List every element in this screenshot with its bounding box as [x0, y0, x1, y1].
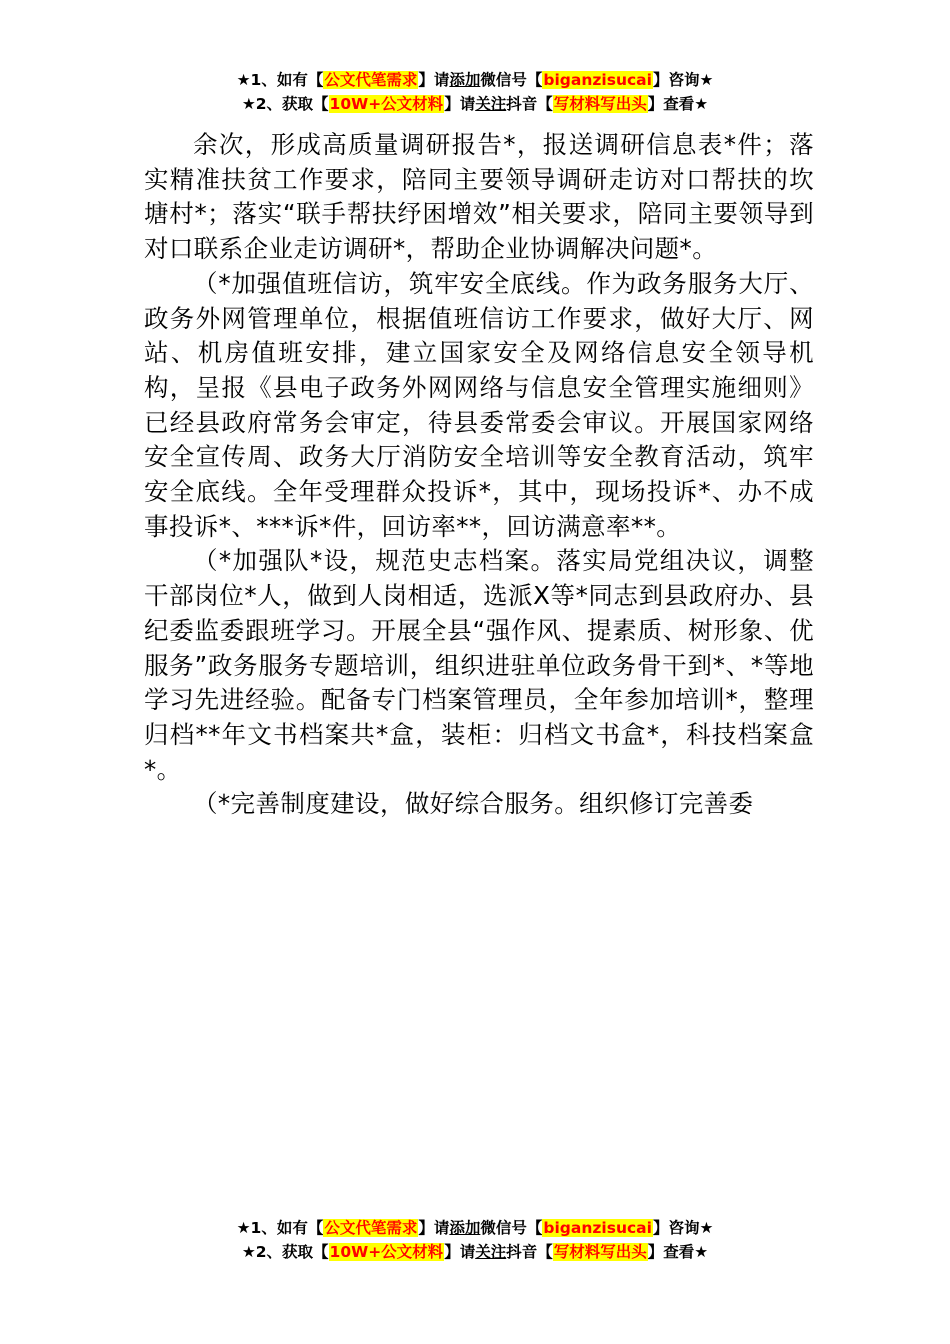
- header-banner: [0, 68, 950, 116]
- footer-line-1-text-a: ★1、如有【: [236, 1219, 324, 1237]
- header-line-1-text-c: 微信号【: [480, 71, 543, 89]
- header-line-1-text-a: ★1、如有【: [236, 71, 324, 89]
- footer-underline-follow: 关注: [475, 1243, 507, 1261]
- header-highlight-materials: 10W+公文材料: [329, 95, 444, 113]
- footer-banner: [0, 1216, 950, 1264]
- body-paragraph: （*加强队*设，规范史志档案。落实局党组决议，调整干部岗位*人，做到人岗相适，选派X等*同志到县政府办、县纪委监委跟班学习。开展全县“强作风、提素质、树形象、优服务”政务服务专题培训，组织进驻单位政务骨干到*、*等地学习先进经验。配备专门档案管理员，全年参加培训*，整理归档**年文书档案共*盒，装柜：归档文书盒*，科技档案盒*。: [144, 546, 814, 784]
- header-line-1: [0, 68, 950, 92]
- footer-line-2-text-d: 】查看★: [647, 1243, 709, 1261]
- header-highlight-ghostwriting: 公文代笔需求: [324, 71, 418, 89]
- header-highlight-wechat-id: biganzisucai: [543, 71, 652, 89]
- header-highlight-douyin: 写材料写出头: [553, 95, 647, 113]
- footer-highlight-ghostwriting: 公文代笔需求: [324, 1219, 418, 1237]
- footer-line-1-text-c: 微信号【: [480, 1219, 543, 1237]
- header-underline-add: 添加: [449, 71, 481, 89]
- body-paragraph: （*加强值班信访，筑牢安全底线。作为政务服务大厅、政务外网管理单位，根据值班信访工作要求，做好大厅、网站、机房值班安排，建立国家安全及网络信息安全领导机构，呈报《县电子政务外网网络与信息安全管理实施细则》已经县政府常务会审定，待县委常委会审议。开展国家网络安全宣传周、政务大厅消防安全培训等安全教育活动，筑牢安全底线。全年受理群众投诉*，其中，现场投诉*、办不成事投诉*、***诉*件，回访率**，回访满意率**。: [144, 268, 814, 541]
- footer-line-1: [0, 1216, 950, 1240]
- header-line-1-text-d: 】咨询★: [652, 71, 714, 89]
- footer-line-2-text-c: 抖音【: [506, 1243, 553, 1261]
- footer-underline-add: 添加: [449, 1219, 481, 1237]
- header-underline-follow: 关注: [475, 95, 507, 113]
- header-line-1-text-b: 】请: [418, 71, 450, 89]
- body-paragraph: 余次，形成高质量调研报告*，报送调研信息表*件；落实精准扶贫工作要求，陪同主要领导调研走访对口帮扶的坎塘村*；落实“联手帮扶纾困增效”相关要求，陪同主要领导到对口联系企业走访调研*，帮助企业协调解决问题*。: [144, 130, 814, 264]
- footer-highlight-materials: 10W+公文材料: [329, 1243, 444, 1261]
- footer-line-1-text-b: 】请: [418, 1219, 450, 1237]
- footer-highlight-wechat-id: biganzisucai: [543, 1219, 652, 1237]
- body-paragraph: （*完善制度建设，做好综合服务。组织修订完善委: [193, 789, 754, 819]
- footer-line-2: [0, 1240, 950, 1264]
- header-line-2-text-b: 】请: [444, 95, 476, 113]
- header-line-2-text-a: ★2、获取【: [241, 95, 329, 113]
- footer-line-1-text-d: 】咨询★: [652, 1219, 714, 1237]
- header-line-2-text-d: 】查看★: [647, 95, 709, 113]
- footer-highlight-douyin: 写材料写出头: [553, 1243, 647, 1261]
- document-body: [144, 128, 814, 822]
- footer-line-2-text-b: 】请: [444, 1243, 476, 1261]
- header-line-2-text-c: 抖音【: [506, 95, 553, 113]
- footer-line-2-text-a: ★2、获取【: [241, 1243, 329, 1261]
- header-line-2: [0, 92, 950, 116]
